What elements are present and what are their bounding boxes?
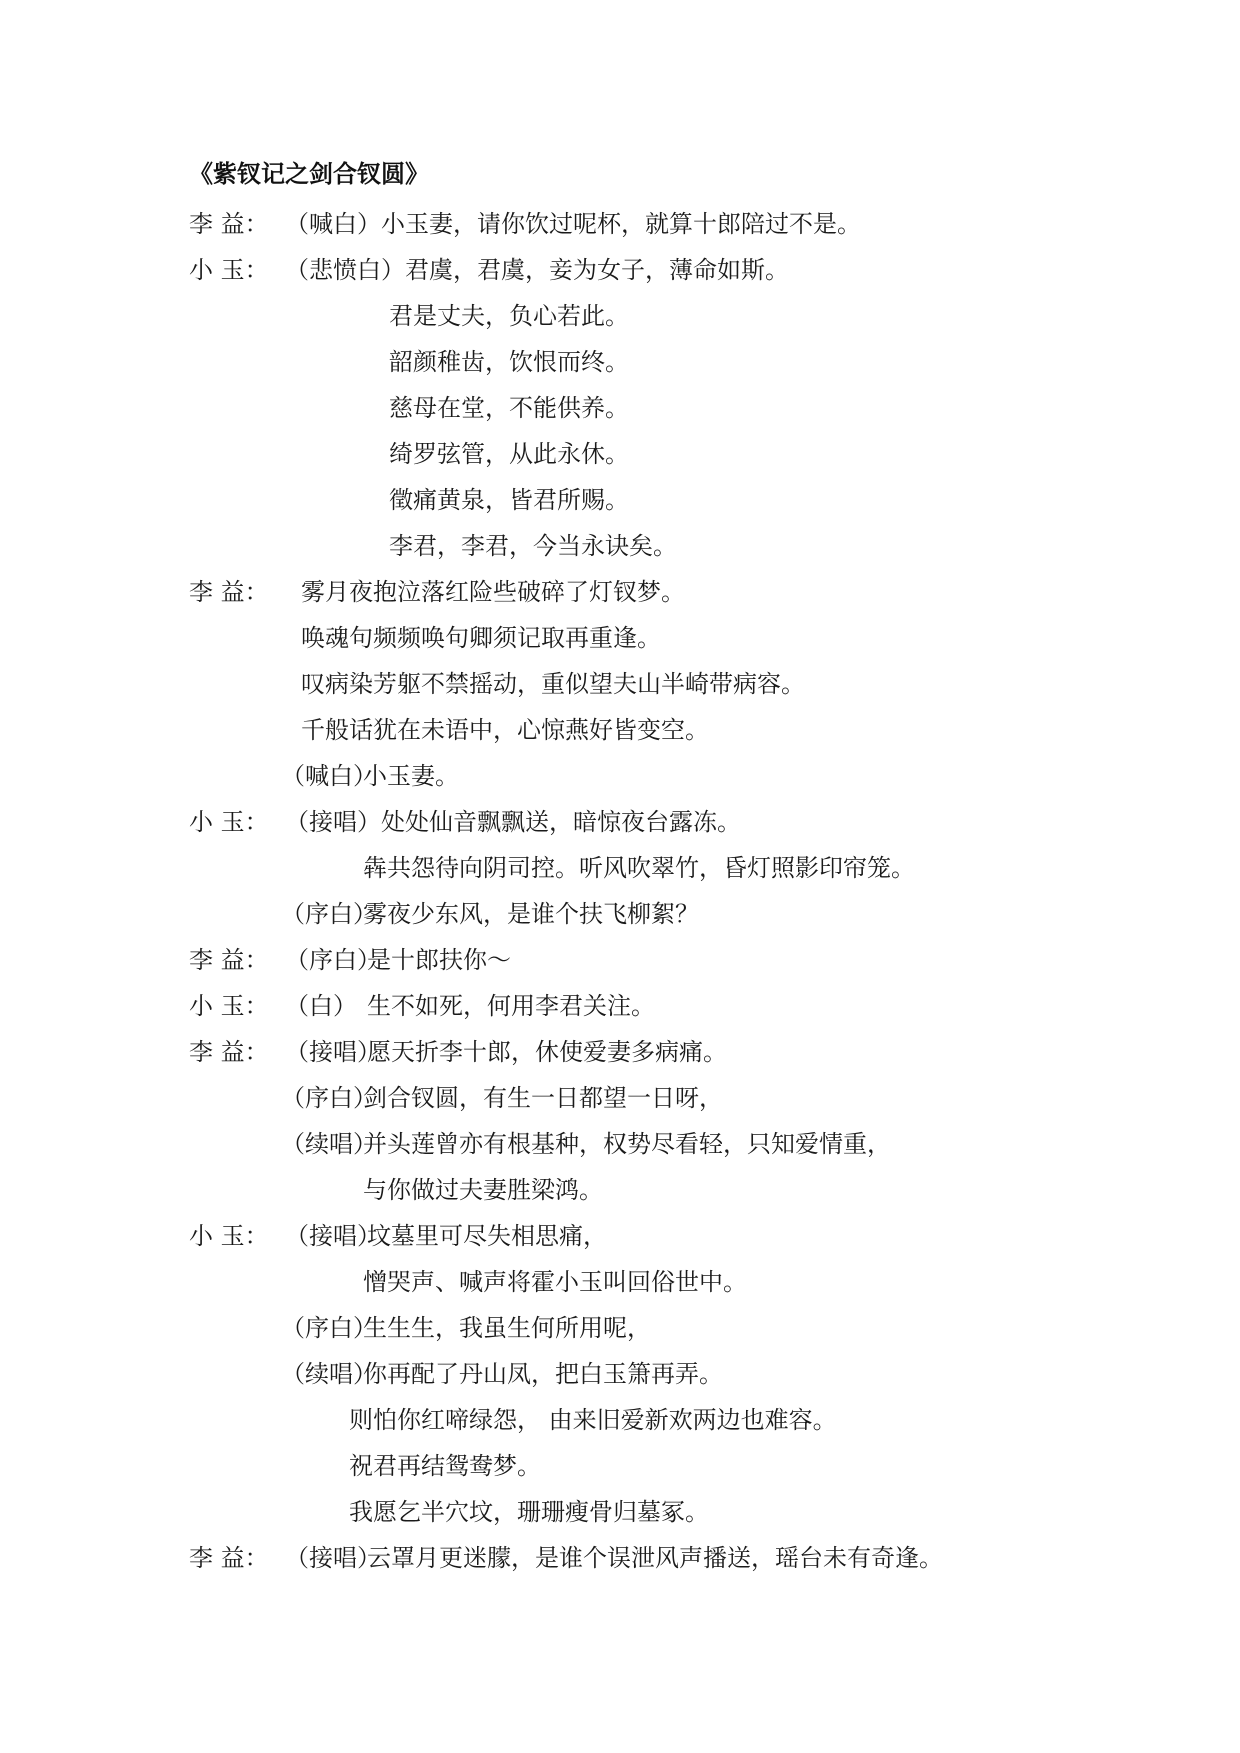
line-text: 生生生，我虽生何所用呢， bbox=[363, 1314, 651, 1342]
line-text: 犇共怨待向阴司控。听风吹翠竹，昏灯照影印帘笼。 bbox=[363, 854, 915, 882]
cue-label: （序白） bbox=[281, 1084, 377, 1112]
cue-label: （续唱） bbox=[281, 1360, 377, 1388]
speaker-label: 小 玉： bbox=[189, 992, 269, 1020]
line-text: 君虞，君虞，妾为女子，薄命如斯。 bbox=[405, 256, 789, 284]
script-line bbox=[301, 616, 661, 660]
line-text: 千般话犹在未语中，心惊燕好皆变空。 bbox=[301, 716, 709, 744]
speaker-label: 小 玉： bbox=[189, 256, 269, 284]
cue-label: （接唱） bbox=[285, 1222, 381, 1250]
line-text: 徵痛黄泉，皆君所赐。 bbox=[389, 486, 629, 514]
line-text: 云罩月更迷朦，是谁个误泄风声播送，瑶台未有奇逢。 bbox=[367, 1544, 943, 1572]
script-line bbox=[189, 1536, 943, 1580]
line-text: 生不如死，何用李君关注。 bbox=[367, 992, 655, 1020]
line-text: 憎哭声、喊声将霍小玉叫回俗世中。 bbox=[363, 1268, 747, 1296]
line-text: 愿天折李十郎，休使爱妻多病痛。 bbox=[367, 1038, 727, 1066]
script-line bbox=[363, 1168, 603, 1212]
cue-label: （接唱） bbox=[285, 1544, 381, 1572]
script-line bbox=[389, 432, 629, 476]
line-text: 你再配了丹山凤，把白玉箫再弄。 bbox=[363, 1360, 723, 1388]
script-line bbox=[281, 1352, 723, 1396]
line-text: 叹病染芳躯不禁摇动，重似望夫山半崎带病容。 bbox=[301, 670, 805, 698]
speaker-label: 李 益： bbox=[189, 1038, 269, 1066]
line-text: 与你做过夫妻胜梁鸿。 bbox=[363, 1176, 603, 1204]
script-line bbox=[189, 1030, 727, 1074]
script-line bbox=[189, 984, 655, 1028]
script-line bbox=[189, 570, 685, 614]
cue-label: （序白） bbox=[281, 1314, 377, 1342]
cue-label: （悲愤白） bbox=[285, 256, 405, 284]
script-line bbox=[281, 892, 699, 936]
line-text: 君是丈夫，负心若此。 bbox=[389, 302, 629, 330]
script-line bbox=[363, 846, 915, 890]
script-line bbox=[389, 478, 629, 522]
line-text: 绮罗弦管，从此永休。 bbox=[389, 440, 629, 468]
script-line bbox=[189, 938, 511, 982]
cue-label: （接唱） bbox=[285, 1038, 381, 1066]
line-text: 小玉妻。 bbox=[363, 762, 459, 790]
line-text: 李君，李君，今当永诀矣。 bbox=[389, 532, 677, 560]
cue-label: （喊白） bbox=[285, 210, 381, 238]
line-text: 韶颜稚齿，饮恨而终。 bbox=[389, 348, 629, 376]
script-line bbox=[389, 386, 629, 430]
line-text: 则怕你红啼绿怨， 由来旧爱新欢两边也难容。 bbox=[349, 1406, 837, 1434]
script-line bbox=[389, 340, 629, 384]
script-line bbox=[189, 202, 861, 246]
script-line bbox=[189, 800, 741, 844]
line-text: 并头莲曾亦有根基种，权势尽看轻，只知爱情重， bbox=[363, 1130, 891, 1158]
speaker-label: 李 益： bbox=[189, 578, 269, 606]
script-line bbox=[349, 1490, 709, 1534]
line-text: 我愿乞半穴坟，珊珊瘦骨归墓冢。 bbox=[349, 1498, 709, 1526]
script-line bbox=[349, 1398, 837, 1442]
speaker-label: 小 玉： bbox=[189, 808, 269, 836]
cue-label: （喊白） bbox=[281, 762, 377, 790]
script-line bbox=[281, 1122, 891, 1166]
script-line bbox=[281, 1076, 723, 1120]
script-line bbox=[189, 1214, 607, 1258]
line-text: 剑合钗圆，有生一日都望一日呀， bbox=[363, 1084, 723, 1112]
line-text: 雾月夜抱泣落红险些破碎了灯钗梦。 bbox=[301, 578, 685, 606]
cue-label: （接唱） bbox=[285, 808, 381, 836]
script-line bbox=[301, 662, 805, 706]
script-line bbox=[281, 1306, 651, 1350]
cue-label: （序白） bbox=[281, 900, 377, 928]
cue-label: （续唱） bbox=[281, 1130, 377, 1158]
speaker-label: 李 益： bbox=[189, 946, 269, 974]
cue-label: （白） bbox=[285, 992, 357, 1020]
line-text: 小玉妻，请你饮过呢杯，就算十郎陪过不是。 bbox=[381, 210, 861, 238]
line-text: 慈母在堂，不能供养。 bbox=[389, 394, 629, 422]
speaker-label: 小 玉： bbox=[189, 1222, 269, 1250]
script-line bbox=[189, 248, 789, 292]
script-line bbox=[389, 524, 677, 568]
document-title: 《紫钗记之剑合钗圆》 bbox=[189, 160, 429, 188]
script-line bbox=[281, 754, 459, 798]
line-text: 祝君再结鸳鸯梦。 bbox=[349, 1452, 541, 1480]
line-text: 唤魂句频频唤句卿须记取再重逢。 bbox=[301, 624, 661, 652]
line-text: 是十郎扶你～ bbox=[367, 946, 511, 974]
line-text: 坟墓里可尽失相思痛， bbox=[367, 1222, 607, 1250]
speaker-label: 李 益： bbox=[189, 210, 269, 238]
line-text: 处处仙音飘飘送，暗惊夜台露冻。 bbox=[381, 808, 741, 836]
script-line bbox=[363, 1260, 747, 1304]
line-text: 雾夜少东风，是谁个扶飞柳絮？ bbox=[363, 900, 699, 928]
speaker-label: 李 益： bbox=[189, 1544, 269, 1572]
script-line bbox=[349, 1444, 541, 1488]
script-line bbox=[301, 708, 709, 752]
script-line bbox=[389, 294, 629, 338]
cue-label: （序白） bbox=[285, 946, 381, 974]
